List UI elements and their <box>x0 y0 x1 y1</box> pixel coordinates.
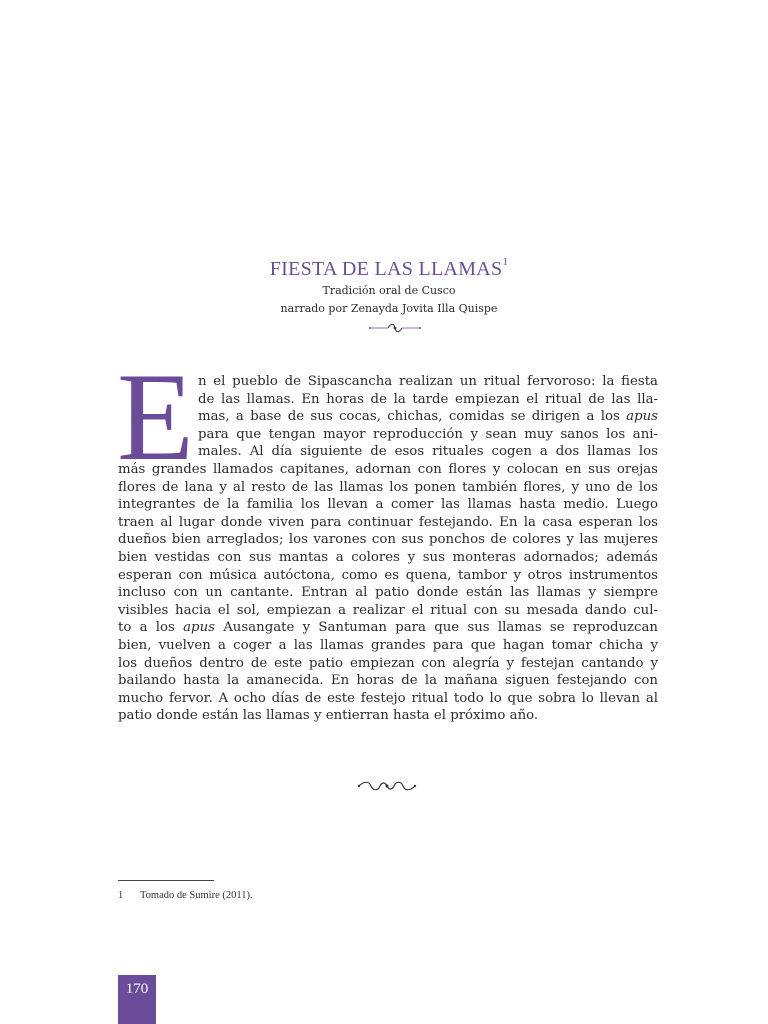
body-line: dueños bien arreglados; los varones con sus ponchos de colores y las mujeres <box>118 532 658 548</box>
page-number: 170 <box>125 981 149 997</box>
body-line: flores de lana y al resto de las llamas los ponen también flores, y uno de los <box>118 479 658 495</box>
subtitle-narrator: narrado por Zenayda Jovita Illa Quispe <box>280 302 498 315</box>
body-line: de las llamas. En horas de la tarde empiezan el ritual de las lla- <box>198 391 658 407</box>
italic-apus: apus <box>183 620 215 636</box>
page-tab <box>118 975 156 1024</box>
body-line-text: to a los <box>118 620 184 636</box>
body-line <box>118 619 658 637</box>
footnote <box>118 890 253 901</box>
body-line: visibles hacia el sol, empiezan a realizar el ritual con su mesada dando cul- <box>118 602 658 618</box>
body-line: bien, vuelven a coger a las llamas grandes para que hagan tomar chicha y <box>118 637 658 653</box>
body-line: los dueños dentro de este patio empiezan con alegría y festejan cantando y <box>118 655 658 671</box>
body-line <box>118 408 658 426</box>
body-line: bailando hasta la amanecida. En horas de la mañana siguen festejando con <box>118 673 658 689</box>
body-line: más grandes llamados capitanes, adornan con flores y colocan en sus orejas <box>118 461 658 477</box>
drop-cap: E <box>117 348 194 487</box>
body-line-text: Ausangate y Santuman para que sus llamas se reproduzcan <box>214 620 658 636</box>
ornament-flourish-icon <box>356 779 418 793</box>
footnote-number: 1 <box>118 890 124 901</box>
body-line: mucho fervor. A ocho días de este festejo ritual todo lo que sobra lo llevan al <box>118 690 658 706</box>
title-footnote-mark[interactable]: 1 <box>502 256 509 269</box>
footnote-rule <box>118 880 214 881</box>
body-line-text: mas, a base de sus cocas, chichas, comidas se dirigen a los <box>198 409 627 425</box>
body-line: males. Al día siguiente de esos rituales cogen a dos llamas los <box>198 444 658 460</box>
body-line: esperan con música autóctona, como es quena, tambor y otros instrumentos <box>118 567 658 583</box>
body-line: n el pueblo de Sipascancha realizan un ritual fervoroso: la fiesta <box>198 374 658 389</box>
story-body <box>118 373 658 725</box>
body-line: integrantes de la familia los llevan a comer las llamas hasta medio. Luego <box>118 497 658 513</box>
body-line: para que tengan mayor reproducción y sean muy sanos los ani- <box>198 426 658 442</box>
article-title <box>0 258 768 281</box>
body-line: bien vestidas con sus mantas a colores y sus monteras adornados; además <box>118 549 658 565</box>
body-line: patio donde están las llamas y entierran hasta el próximo año. <box>118 708 539 724</box>
body-line: incluso con un cantante. Entran al patio donde están las llamas y siempre <box>118 585 658 601</box>
ornament-divider-icon <box>368 322 422 334</box>
subtitle-tradition: Tradición oral de Cusco <box>322 284 456 297</box>
body-line: traen al lugar donde viven para continuar festejando. En la casa esperan los <box>118 514 658 530</box>
italic-apus: apus <box>626 409 658 425</box>
footnote-text: Tomado de Sumire (2011). <box>140 890 253 901</box>
title-text: FIESTA DE LAS LLAMAS <box>269 258 503 280</box>
